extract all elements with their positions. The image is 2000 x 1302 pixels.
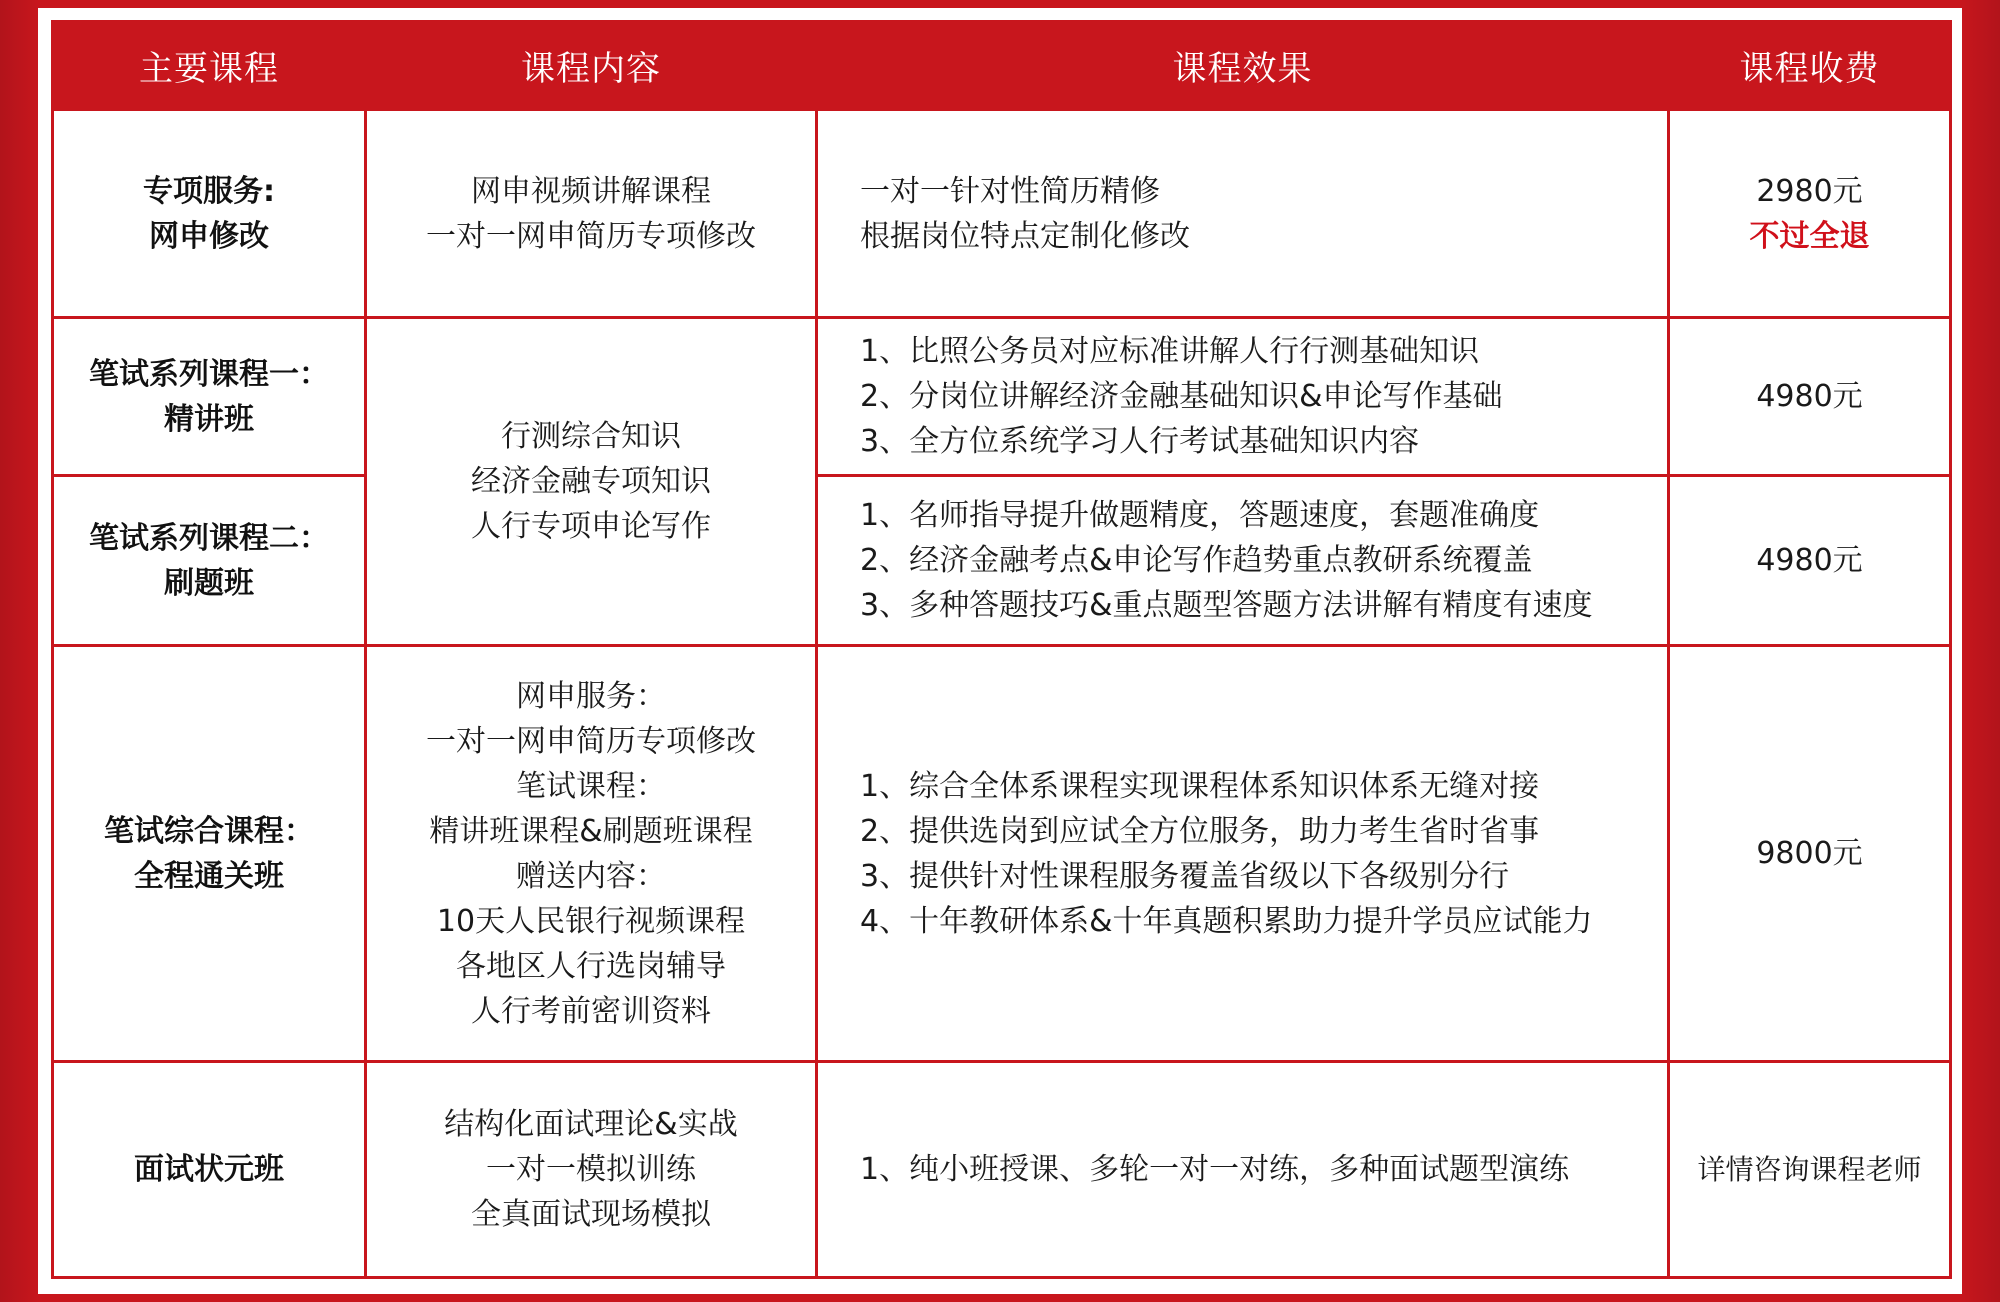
course-content-line: 结构化面试理论&实战: [444, 1107, 738, 1142]
course-content-line: 网申视频讲解课程: [471, 173, 711, 209]
course-content-cell: [366, 110, 817, 318]
course-name-cell: [53, 646, 366, 1062]
course-content-line: 10天人民银行视频课程: [436, 903, 746, 939]
table-row: [53, 318, 1951, 476]
course-effect-line: 1、名师指导提升做题精度，答题速度，套题准确度: [860, 498, 1540, 533]
table-row: [53, 476, 1951, 646]
course-name-line: 精讲班: [164, 401, 254, 437]
course-table: [51, 20, 1952, 1279]
course-content-cell: [366, 1062, 817, 1278]
course-content-line: 全真面试现场模拟: [471, 1197, 711, 1232]
header-row: [53, 22, 1951, 110]
course-effect-line: 3、多种答题技巧&重点题型答题方法讲解有精度有速度: [860, 588, 1593, 623]
course-effect-cell: [817, 318, 1669, 476]
course-price: 4980元: [1756, 543, 1863, 578]
course-effect-line: 1、综合全体系课程实现课程体系知识体系无缝对接: [860, 768, 1540, 804]
course-name-line: 面试状元班: [134, 1152, 284, 1187]
table-row: [53, 1062, 1951, 1278]
table-row: [53, 646, 1951, 1062]
course-price-consult: 详情咨询课程老师: [1697, 1153, 1922, 1186]
header-course-content: 课程内容: [366, 22, 817, 110]
course-effect-line: 3、全方位系统学习人行考试基础知识内容: [860, 424, 1420, 459]
course-price-cell: [1669, 1062, 1951, 1278]
course-content-line: 笔试课程：: [516, 768, 666, 804]
course-content-line: 网申服务：: [516, 678, 666, 714]
course-content-cell: [366, 318, 817, 646]
course-content-line: 一对一网申简历专项修改: [426, 723, 756, 759]
course-name-cell: [53, 318, 366, 476]
header-main-course: 主要课程: [53, 22, 366, 110]
header-course-fee: 课程收费: [1669, 22, 1951, 110]
course-price-cell: [1669, 646, 1951, 1062]
course-content-cell: [366, 646, 817, 1062]
course-name-line: 笔试系列课程二：: [89, 520, 329, 556]
course-name-line: 笔试综合课程：: [104, 813, 314, 849]
course-content-line: 各地区人行选岗辅导: [456, 948, 726, 984]
course-price-cell: [1669, 110, 1951, 318]
course-name-line: 笔试系列课程一：: [89, 356, 329, 392]
course-content-line: 经济金融专项知识: [471, 464, 711, 499]
course-effect-cell: [817, 476, 1669, 646]
course-price-cell: [1669, 318, 1951, 476]
course-effect-cell: [817, 1062, 1669, 1278]
course-content-line: 人行考前密训资料: [471, 993, 711, 1029]
course-effect-line: 2、提供选岗到应试全方位服务，助力考生省时省事: [860, 813, 1540, 849]
course-price: 2980元: [1756, 173, 1863, 209]
course-name-cell: [53, 476, 366, 646]
table-row: [53, 110, 1951, 318]
refund-guarantee-note: 不过全退: [1749, 218, 1870, 254]
course-effect-line: 1、纯小班授课、多轮一对一对练，多种面试题型演练: [860, 1152, 1570, 1187]
course-effect-line: 一对一针对性简历精修: [860, 173, 1160, 209]
table-header: [53, 22, 1951, 110]
course-price: 9800元: [1756, 836, 1863, 871]
header-course-effect: 课程效果: [817, 22, 1669, 110]
course-content-line: 一对一网申简历专项修改: [426, 218, 756, 254]
course-name-line: 刷题班: [164, 565, 254, 601]
course-effect-cell: [817, 646, 1669, 1062]
course-content-line: 一对一模拟训练: [486, 1152, 696, 1187]
course-effect-line: 2、分岗位讲解经济金融基础知识&申论写作基础: [860, 379, 1503, 414]
course-price: 4980元: [1756, 379, 1863, 414]
course-price-cell: [1669, 476, 1951, 646]
course-name-cell: [53, 1062, 366, 1278]
course-content-line: 人行专项申论写作: [471, 509, 711, 544]
course-effect-line: 3、提供针对性课程服务覆盖省级以下各级别分行: [860, 858, 1510, 894]
course-name-line: 网申修改: [149, 218, 269, 254]
course-effect-line: 根据岗位特点定制化修改: [860, 218, 1190, 254]
course-effect-cell: [817, 110, 1669, 318]
course-content-line: 行测综合知识: [501, 419, 681, 454]
course-effect-line: 1、比照公务员对应标准讲解人行行测基础知识: [860, 334, 1480, 369]
course-name-line: 专项服务:: [143, 173, 275, 209]
course-content-line: 精讲班课程&刷题班课程: [429, 813, 753, 849]
course-name-cell: [53, 110, 366, 318]
course-effect-line: 4、十年教研体系&十年真题积累助力提升学员应试能力: [860, 903, 1593, 939]
course-content-line: 赠送内容：: [516, 858, 666, 894]
course-effect-line: 2、经济金融考点&申论写作趋势重点教研系统覆盖: [860, 543, 1533, 578]
course-name-line: 全程通关班: [134, 858, 284, 894]
